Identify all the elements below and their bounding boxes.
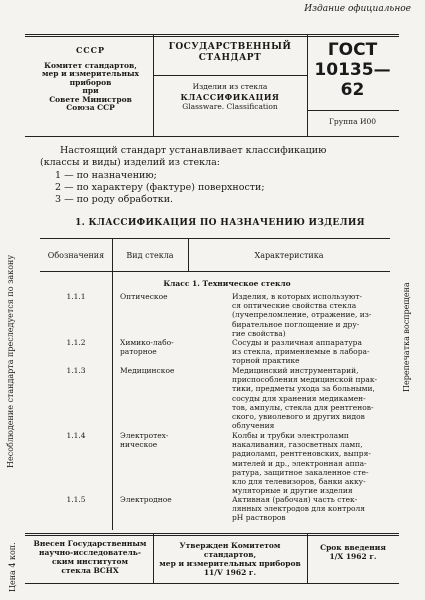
header-top-border: [25, 34, 399, 35]
org-line: Союза ССР: [66, 103, 115, 112]
list-item: 2 — по характеру (фактуре) поверхности;: [55, 182, 265, 193]
table-header-border: [40, 271, 390, 272]
row-kind: Медицинское: [120, 366, 175, 375]
footer-introduced: [28, 539, 152, 575]
footer-line: научно-исследователь-: [39, 548, 141, 557]
kind-line: ническое: [120, 440, 158, 450]
row-kind: [120, 338, 190, 356]
footer-top-border-2: [25, 535, 399, 536]
row-code: 1.1.1: [66, 292, 86, 301]
list-item: 1 — по назначению;: [55, 170, 157, 181]
header-bottom-border: [25, 136, 399, 137]
standard-title: [155, 42, 305, 64]
footer-effective: [309, 543, 397, 561]
title-line-1: ГОСУДАРСТВЕННЫЙ: [168, 42, 292, 52]
row-code: 1.1.5: [66, 495, 86, 504]
org-line: приборов: [69, 77, 112, 87]
footer-line: 11/V 1962 г.: [203, 568, 257, 577]
table-header-desc: Характеристика: [254, 251, 324, 260]
kind-line: Электротех-: [120, 431, 169, 440]
header-mid-line: [153, 75, 307, 76]
section-title: 1. КЛАССИФИКАЦИЯ ПО НАЗНАЧЕНИЮ ИЗДЕЛИЯ: [75, 218, 365, 228]
intro-list: [55, 170, 265, 206]
price-note: Цена 4 коп.: [8, 542, 17, 592]
footer-line: Внесен Государственным: [33, 539, 147, 548]
gost-number: 10135—62: [314, 60, 391, 100]
title-line-2: СТАНДАРТ: [198, 53, 262, 63]
footer-divider-2: [307, 533, 308, 583]
header-divider-1: [153, 34, 154, 136]
reprint-note: Перепечатка воспрещена: [402, 282, 411, 392]
desc-line: приспособления медицинской прак-: [232, 375, 378, 385]
org-country: СССР: [75, 45, 106, 55]
desc-line: ского, увиолевого и других видов: [232, 412, 365, 422]
desc-line: радиоламп, рентгеновских, выпря-: [232, 449, 371, 459]
desc-line: кло для телевизоров, банки акку-: [232, 477, 366, 487]
table-header-code: Обозначения: [47, 251, 105, 260]
org-line: при: [82, 86, 99, 95]
row-code: 1.1.4: [66, 431, 86, 440]
footer-line: Утвержден Комитетом стандартов,: [179, 541, 281, 559]
row-desc: [232, 366, 382, 430]
gost-label: ГОСТ: [327, 40, 378, 60]
footer-line: стекла ВСНХ: [61, 566, 119, 575]
intro-line-2: (классы и виды) изделий из стекла:: [40, 157, 221, 168]
desc-line: ся оптические свойства стекла: [232, 301, 357, 311]
list-item: 3 — по роду обработки.: [55, 194, 174, 205]
desc-line: ратура, защитное закаленное сте-: [232, 467, 369, 477]
org-line: Совете Министров: [49, 94, 132, 104]
desc-line: Изделия, в которых используют-: [232, 292, 363, 301]
desc-line: бирательное поглощение и дру-: [232, 319, 360, 329]
row-kind: Электродное: [120, 495, 172, 504]
desc-line: Сосуды и различная аппаратура: [232, 338, 362, 347]
row-desc: [232, 292, 382, 338]
row-desc: [232, 338, 382, 366]
desc-line: муляторные и другие изделия: [232, 486, 353, 496]
footer-bottom-border: [25, 583, 399, 584]
table-header-kind: Вид стекла: [126, 251, 174, 260]
row-kind: [120, 431, 190, 449]
org-line: мер и измерительных: [41, 69, 140, 78]
class-title: Класс 1. Техническое стекло: [163, 279, 291, 288]
org-block: [28, 46, 153, 113]
product-name: Изделия из стекла: [192, 82, 268, 91]
footer-line: 1/X 1962 г.: [329, 552, 377, 561]
official-edition-note: Издание официальное: [304, 4, 411, 14]
desc-line: из стекла, применяемые в лабора-: [232, 347, 370, 357]
footer-line: мер и измерительных приборов: [159, 559, 301, 568]
desc-line: торной практике: [232, 356, 300, 366]
intro-line-1: Настоящий стандарт устанавливает классификацию: [60, 145, 327, 156]
english-title: Glassware. Classification: [182, 102, 278, 111]
table-top-border: [40, 238, 390, 239]
header-gost-line: [307, 110, 399, 111]
row-desc: [232, 495, 382, 523]
desc-line: лянных электродов для контроля: [232, 504, 366, 514]
desc-line: тики, предметы ухода за больными,: [232, 384, 375, 394]
intro-text: [40, 145, 400, 169]
kind-line: Химико-лабо-: [120, 338, 174, 347]
footer-top-border: [25, 533, 399, 534]
desc-line: мителей и др., электронная аппа-: [232, 458, 367, 468]
desc-line: Медицинский инструментарий,: [232, 366, 359, 375]
desc-line: pH растворов: [232, 513, 286, 523]
row-code: 1.1.3: [66, 366, 86, 375]
footer-approved: [155, 541, 305, 577]
desc-line: Колбы и трубки электроламп: [232, 431, 349, 440]
desc-line: Активная (рабочая) часть стек-: [232, 495, 358, 504]
gost-block: [310, 40, 395, 100]
row-kind: Оптическое: [120, 292, 168, 301]
org-line: Комитет стандартов,: [44, 60, 137, 70]
desc-line: (лучепреломление, отражение, из-: [232, 310, 372, 320]
group-code: Группа И00: [328, 117, 377, 126]
header-top-border-2: [25, 36, 399, 37]
desc-line: накаливания, газосветных ламп,: [232, 440, 363, 450]
side-law-note: Несоблюдение стандарта преследуется по закону: [6, 254, 15, 468]
desc-line: гие свойства): [232, 328, 286, 338]
footer-line: ским институтом: [51, 557, 129, 566]
row-desc: [232, 431, 382, 495]
kind-line: раторное: [120, 347, 157, 357]
row-code: 1.1.2: [66, 338, 86, 347]
classification-title: КЛАССИФИКАЦИЯ: [180, 92, 280, 102]
product-block: [155, 82, 305, 112]
desc-line: облучения: [232, 421, 275, 431]
footer-line: Срок введения: [320, 543, 386, 552]
desc-line: тов, ампулы, стекла для рентгенов-: [232, 402, 374, 412]
header-divider-2: [307, 34, 308, 136]
footer-divider-1: [153, 533, 154, 583]
desc-line: сосуды для хранения медикамен-: [232, 393, 366, 403]
